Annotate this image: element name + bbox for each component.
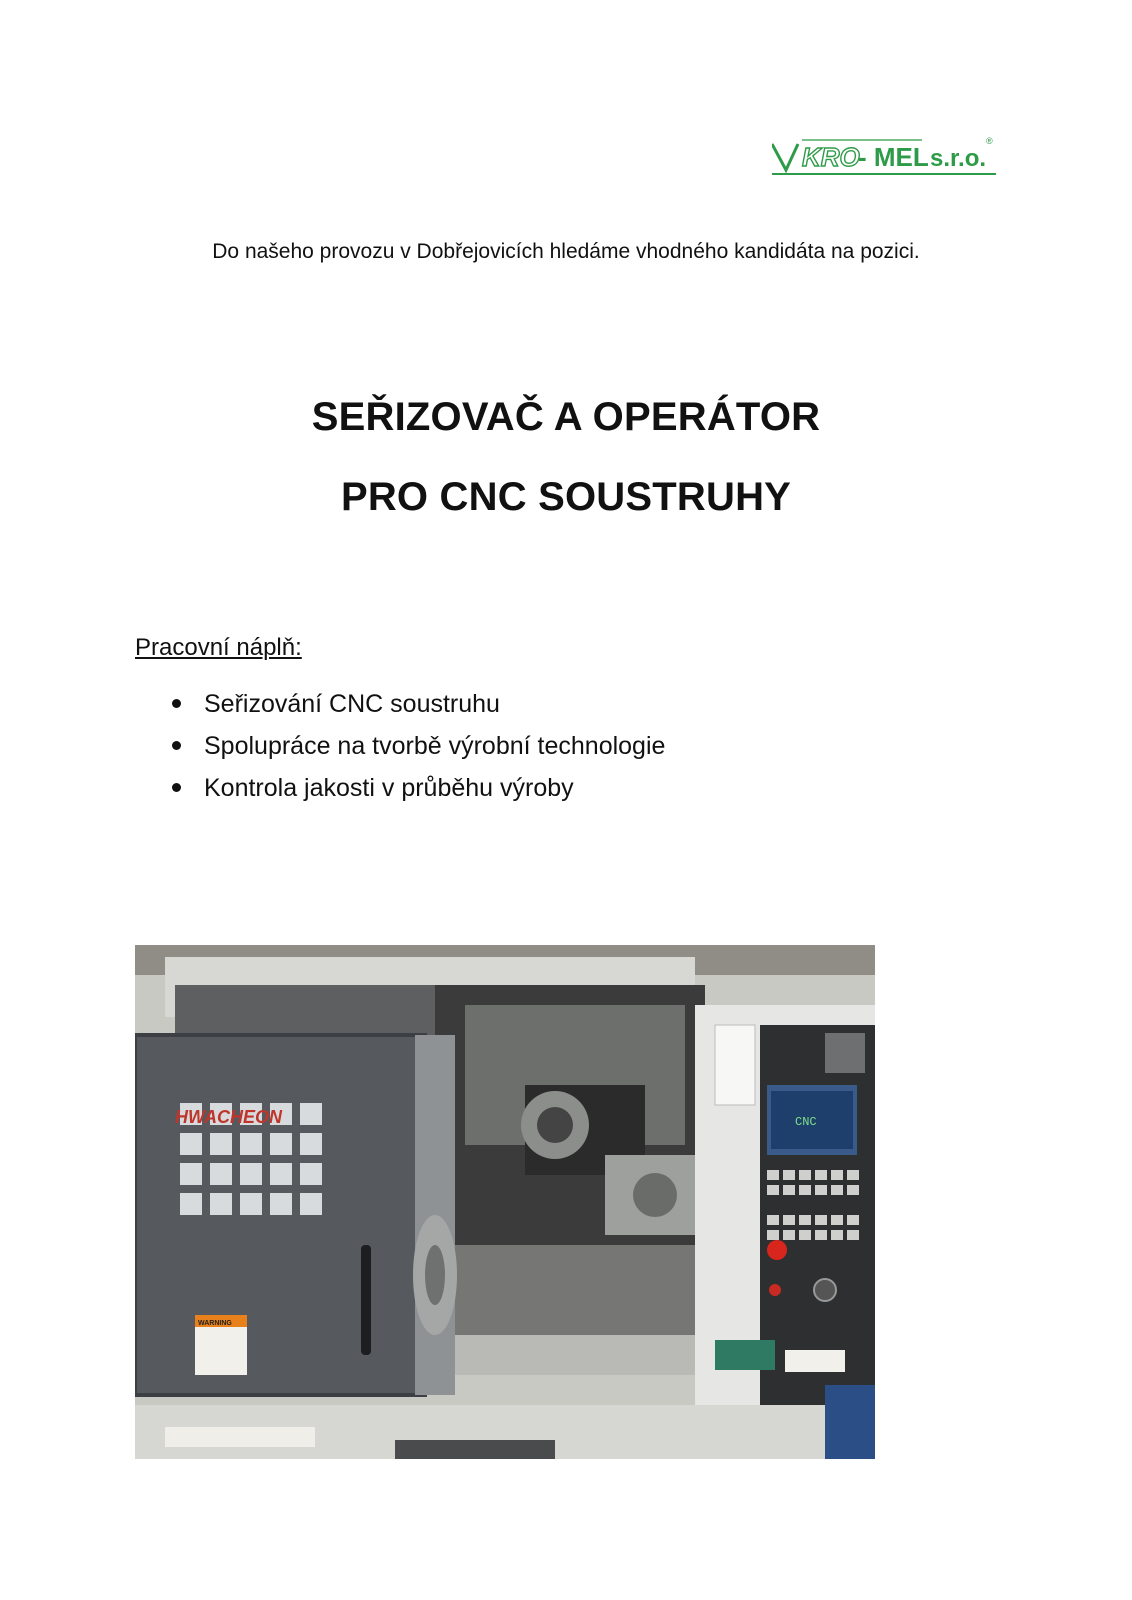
bullet-icon (172, 741, 181, 750)
list-item (168, 730, 665, 772)
list-item-label: Spolupráce na tvorbě výrobní technologie (204, 732, 666, 760)
job-title-line1: SEŘIZOVAČ A OPERÁTOR (311, 395, 821, 439)
intro-text: Do našeho provozu v Dobřejovicích hledáme vhodného kandidáta na pozici. (212, 240, 920, 263)
emergency-stop-icon (767, 1240, 787, 1260)
duties-heading: Pracovní náplň: (135, 634, 302, 661)
logo-v-mark (772, 144, 798, 170)
duties-list (168, 688, 665, 814)
logo-name-kro: KRO (802, 142, 860, 172)
warning-sticker-label: WARNING (198, 1320, 232, 1327)
cnc-lathe-photo (135, 945, 875, 1459)
list-item (168, 772, 665, 814)
company-logo (772, 134, 1000, 178)
machine-brand-label: HWACHEON (175, 1107, 282, 1127)
list-item (168, 688, 665, 730)
bullet-icon (172, 699, 181, 708)
logo-registered: ® (986, 136, 993, 146)
list-item-label: Seřizování CNC soustruhu (204, 690, 500, 718)
bullet-icon (172, 783, 181, 792)
logo-name-mel: - MEL (858, 142, 929, 172)
job-title-line2: PRO CNC SOUSTRUHY (340, 475, 792, 519)
logo-suffix: s.r.o. (930, 145, 987, 172)
control-screen-text: CNC (795, 1115, 817, 1129)
list-item-label: Kontrola jakosti v průběhu výroby (204, 774, 574, 802)
